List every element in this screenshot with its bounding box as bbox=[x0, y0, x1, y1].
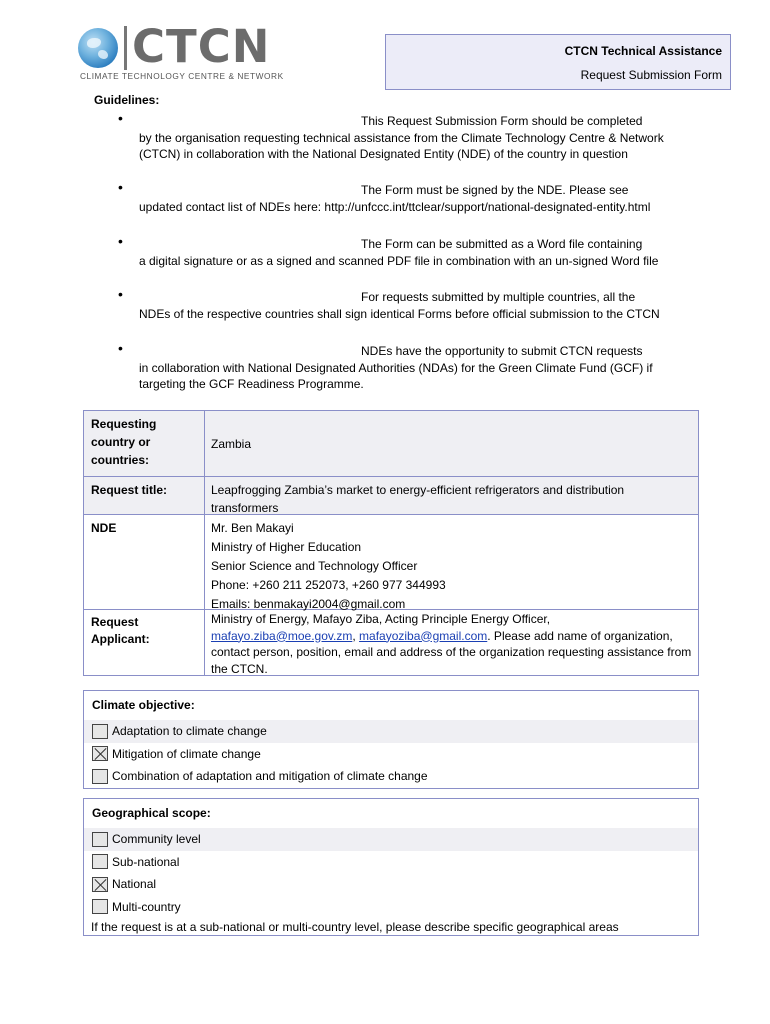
row-request-title bbox=[84, 477, 698, 515]
requesting-country-label: Requesting country or countries: bbox=[84, 411, 205, 476]
checkbox-community-level[interactable] bbox=[92, 832, 108, 847]
requesting-country-value: Zambia bbox=[211, 436, 252, 451]
climate-option[interactable] bbox=[84, 765, 698, 788]
option-label: Sub-national bbox=[112, 854, 180, 869]
applicant-instructions: . Please add name of organization, contact person, position, email and address of the organization requesting assistance from the CTCN. bbox=[211, 628, 692, 676]
nde-field[interactable] bbox=[205, 515, 698, 609]
geographical-scope-box bbox=[83, 798, 699, 936]
logo-text: CTCN bbox=[132, 20, 271, 73]
climate-objective-box bbox=[83, 690, 699, 789]
applicant-separator: , bbox=[352, 628, 360, 643]
geo-option[interactable] bbox=[84, 896, 698, 919]
applicant-email-link-2[interactable]: mafayoziba@gmail.com bbox=[359, 628, 488, 643]
guideline-first-line: This Request Submission Form should be completed bbox=[361, 114, 643, 128]
climate-option[interactable] bbox=[84, 720, 698, 743]
guideline-text: by the organisation requesting technical assistance from the Climate Technology Centre & Network (CTCN) in collaboration with the National Designated Entity (NDE) of the country in question bbox=[139, 130, 664, 161]
request-applicant-label: Request Applicant: bbox=[84, 610, 205, 675]
option-label: Community level bbox=[112, 832, 201, 846]
form-header-box bbox=[385, 34, 731, 90]
option-label: Multi-country bbox=[112, 899, 181, 914]
geographical-note: If the request is at a sub-national or multi-country level, please describe specific geographical areas bbox=[91, 920, 619, 934]
guideline-text: a digital signature or as a signed and scanned PDF file in combination with an un-signed Word file bbox=[139, 253, 659, 268]
request-title-label: Request title: bbox=[84, 477, 205, 514]
form-header-subtitle: Request Submission Form bbox=[580, 68, 722, 82]
row-requesting-country bbox=[84, 411, 698, 477]
guideline-first-line: The Form can be submitted as a Word file containing bbox=[361, 237, 643, 251]
climate-objective-title: Climate objective: bbox=[92, 698, 195, 712]
ctcn-logo bbox=[78, 20, 300, 84]
option-label: Mitigation of climate change bbox=[112, 746, 261, 761]
guideline-text: NDEs of the respective countries shall sign identical Forms before official submission to the CTCN bbox=[139, 306, 660, 321]
applicant-intro: Ministry of Energy, Mafayo Ziba, Acting Principle Energy Officer, bbox=[211, 612, 551, 626]
geo-option[interactable] bbox=[84, 873, 698, 896]
guideline-first-line: For requests submitted by multiple countries, all the bbox=[361, 290, 636, 304]
row-nde bbox=[84, 515, 698, 610]
guideline-text: updated contact list of NDEs here: http://unfccc.int/ttclear/support/national-designated-entity.html bbox=[139, 199, 651, 214]
guideline-text: in collaboration with National Designated Authorities (NDAs) for the Green Climate Fund (GCF) if targeting the GCF Readiness Programme. bbox=[139, 360, 653, 391]
checkbox-multi-country[interactable] bbox=[92, 899, 108, 914]
bullet-icon: • bbox=[118, 286, 123, 302]
logo-divider bbox=[124, 26, 127, 70]
option-label: National bbox=[112, 877, 157, 891]
nde-phone: Phone: +260 211 252073, +260 977 344993 bbox=[211, 578, 446, 592]
nde-email: Emails: benmakayi2004@gmail.com bbox=[211, 597, 406, 611]
bullet-icon: • bbox=[118, 233, 123, 249]
guideline-first-line: NDEs have the opportunity to submit CTCN requests bbox=[361, 344, 643, 358]
nde-ministry: Ministry of Higher Education bbox=[211, 540, 362, 554]
option-label: Combination of adaptation and mitigation of climate change bbox=[112, 769, 428, 783]
guideline-first-line: The Form must be signed by the NDE. Please see bbox=[361, 183, 629, 197]
climate-option[interactable] bbox=[84, 743, 698, 766]
geo-option[interactable] bbox=[84, 851, 698, 874]
checkbox-sub-national[interactable] bbox=[92, 854, 108, 869]
checkbox-mitigation[interactable] bbox=[92, 746, 108, 761]
bullet-icon: • bbox=[118, 340, 123, 356]
nde-position: Senior Science and Technology Officer bbox=[211, 559, 418, 573]
requesting-country-field[interactable] bbox=[205, 411, 698, 476]
checkbox-national[interactable] bbox=[92, 877, 108, 892]
bullet-icon: • bbox=[118, 179, 123, 195]
request-title-field[interactable]: Leapfrogging Zambia’s market to energy-efficient refrigerators and distribution transformers bbox=[211, 483, 625, 515]
checkbox-combination[interactable] bbox=[92, 769, 108, 784]
checkbox-adaptation[interactable] bbox=[92, 724, 108, 739]
request-info-table bbox=[83, 410, 699, 676]
option-label: Adaptation to climate change bbox=[112, 724, 267, 738]
nde-name: Mr. Ben Makayi bbox=[211, 521, 294, 535]
form-header-title: CTCN Technical Assistance bbox=[564, 44, 722, 58]
row-request-applicant bbox=[84, 610, 698, 675]
applicant-email-link-1[interactable]: mafayo.ziba@moe.gov.zm bbox=[211, 628, 353, 643]
geographical-scope-title: Geographical scope: bbox=[92, 806, 211, 820]
globe-icon bbox=[78, 28, 118, 68]
guidelines-title: Guidelines: bbox=[94, 93, 160, 107]
bullet-icon: • bbox=[118, 110, 123, 126]
request-applicant-field[interactable] bbox=[205, 610, 698, 675]
geo-option[interactable] bbox=[84, 828, 698, 851]
logo-subtitle: CLIMATE TECHNOLOGY CENTRE & NETWORK bbox=[80, 71, 284, 81]
nde-label: NDE bbox=[84, 515, 205, 609]
